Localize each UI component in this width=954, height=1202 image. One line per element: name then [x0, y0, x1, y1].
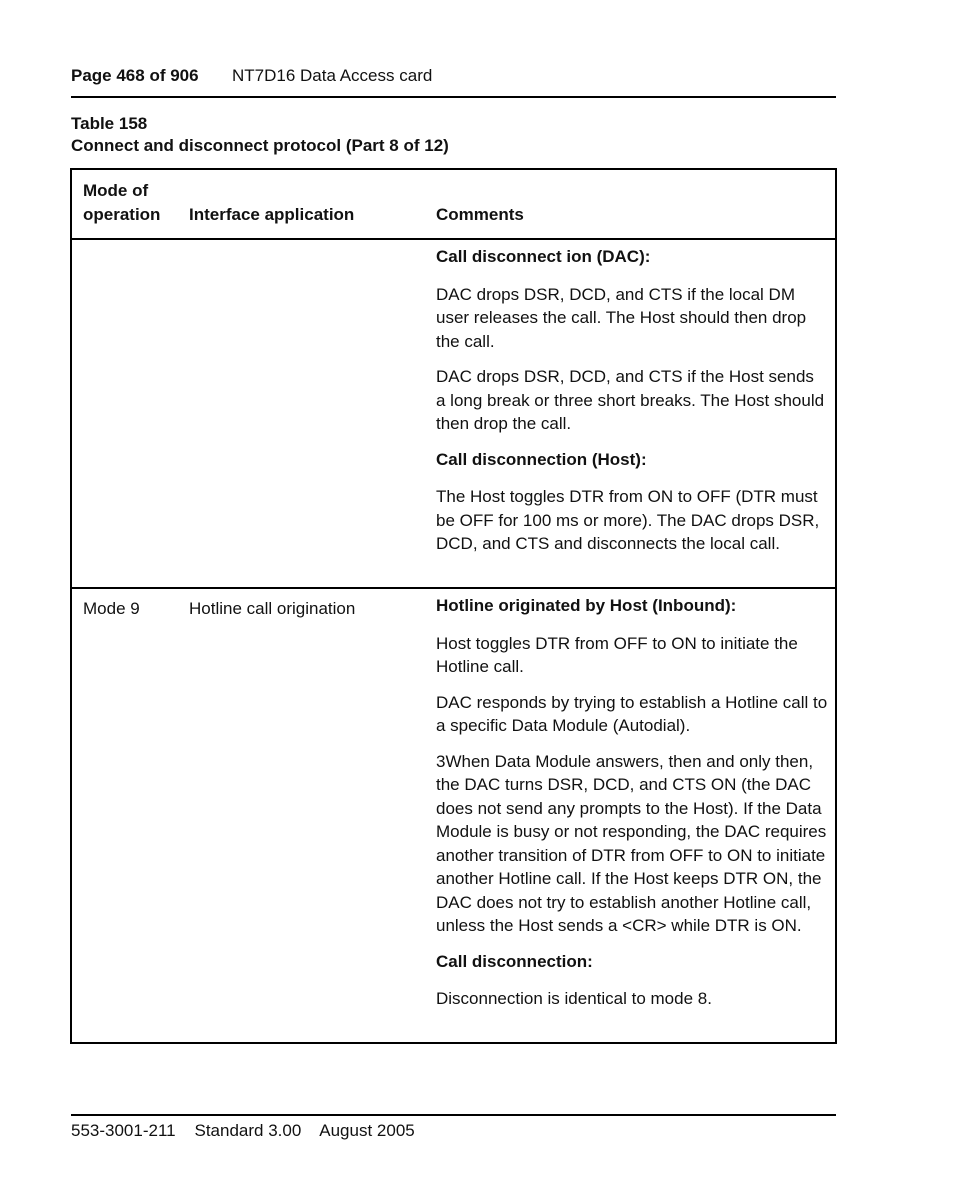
comment-paragraph: Disconnection is identical to mode 8.: [436, 989, 712, 1008]
page-header: [71, 66, 836, 98]
document-title: NT7D16 Data Access card: [232, 66, 433, 85]
table-caption: [71, 113, 449, 157]
protocol-table: [70, 168, 837, 1044]
comment-heading: Call disconnection:: [436, 951, 593, 971]
header-comments: Comments: [436, 205, 524, 224]
comments-cell: [436, 245, 828, 568]
comment-paragraph: 3When Data Module answers, then and only then, the DAC turns DSR, DCD, and CTS ON (the DAC does not send any prompts to the Host). If the Data Module is busy or not responding, the DAC requires another transition of DTR from OFF to ON to initiate another Hotline call. If the Host keeps DTR ON, the DAC does not try to establish another Hotline call, unless the Host sends a <CR> while DTR is ON.: [436, 751, 827, 935]
comment-paragraph: The Host toggles DTR from ON to OFF (DTR must be OFF for 100 ms or more). The DAC drops DSR, DCD, and CTS and disconnects the local call.: [436, 487, 820, 553]
comment-heading: Call disconnection (Host):: [436, 449, 647, 469]
footer-text: 553-3001-211 Standard 3.00 August 2005: [71, 1121, 415, 1140]
header-mode-of-operation: Mode of operation: [83, 181, 161, 224]
table-row: [72, 589, 835, 1042]
interface-cell: Hotline call origination: [189, 599, 356, 618]
page-footer: [71, 1114, 836, 1140]
comment-paragraph: DAC drops DSR, DCD, and CTS if the Host sends a long break or three short breaks. The Host should then drop the call.: [436, 367, 825, 433]
table-header-row: [72, 170, 835, 240]
comment-paragraph: DAC drops DSR, DCD, and CTS if the local DM user releases the call. The Host should then drop the call.: [436, 284, 807, 351]
comment-paragraph: Host toggles DTR from OFF to ON to initiate the Hotline call.: [436, 633, 798, 676]
header-interface-application: Interface application: [189, 205, 355, 224]
table-number: Table 158: [71, 114, 148, 133]
table-title: Connect and disconnect protocol (Part 8 of 12): [71, 136, 449, 155]
comment-paragraph: DAC responds by trying to establish a Hotline call to a specific Data Module (Autodial).: [436, 692, 828, 735]
table-row: [72, 240, 835, 589]
comments-cell: [436, 594, 828, 1023]
comment-heading: Call disconnect ion (DAC):: [436, 247, 651, 266]
comment-heading: Hotline originated by Host (Inbound):: [436, 596, 737, 615]
mode-cell: Mode 9: [83, 599, 140, 618]
page-number: Page 468 of 906: [71, 66, 199, 85]
